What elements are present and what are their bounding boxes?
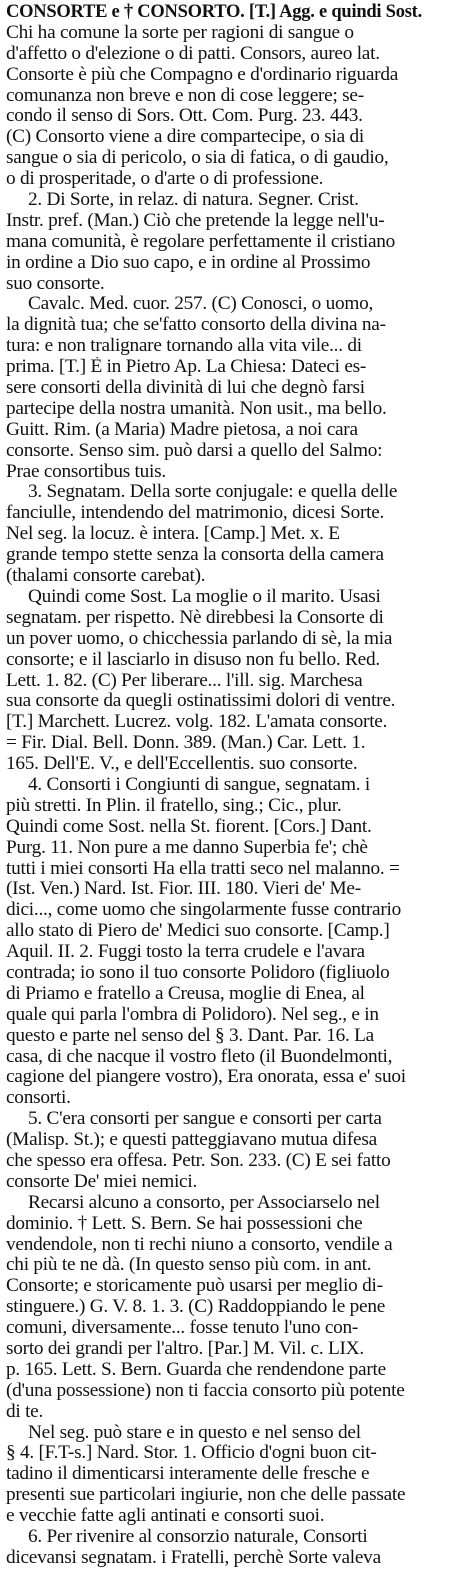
text-line: allo stato di Piero de' Medici suo consorte. [Camp.] bbox=[6, 921, 390, 942]
text-line: vendendole, non ti rechi niuno a consorto, vendile a bbox=[6, 1234, 393, 1255]
text-line: partecipe della nostra umanità. Non usit., ma bello. bbox=[6, 398, 387, 419]
text-line: più stretti. In Plin. il fratello, sing.; Cic., plur. bbox=[6, 795, 342, 816]
text-line: sangue o sia di pericolo, o sia di fatica, o di gaudio, bbox=[6, 148, 389, 169]
text-line: p. 165. Lett. S. Bern. Guarda che rendendone parte bbox=[6, 1359, 386, 1380]
section-3-start: 3. Segnatam. Della sorte conjugale: e quella delle bbox=[28, 482, 398, 503]
text-line: questo e parte nel senso del § 3. Dant. Par. 16. La bbox=[6, 1025, 374, 1046]
text-line: = Fir. Dial. Bell. Donn. 389. (Man.) Car. Lett. 1. bbox=[6, 733, 366, 754]
text-line: quale qui parla l'ombra di Polidoro). Nel seg., e in bbox=[6, 1004, 379, 1025]
text-line: tura: e non tralignare tornando alla vita vile... di bbox=[6, 336, 362, 357]
text-line: dominio. † Lett. S. Bern. Se hai possessioni che bbox=[6, 1213, 363, 1234]
text-line: Aquil. II. 2. Fuggi tosto la terra crudele e l'avara bbox=[6, 942, 365, 963]
text-line: (d'una possessione) non ti faccia consorto più potente bbox=[6, 1380, 405, 1401]
text-line: di te. bbox=[6, 1401, 44, 1422]
text-line: un pover uomo, o chicchessia parlando di sè, la mia bbox=[6, 628, 393, 649]
text-line: prima. [T.] È in Pietro Ap. La Chiesa: Dateci es- bbox=[6, 357, 367, 378]
section-4-start: 4. Consorti i Congiunti di sangue, segnatam. i bbox=[28, 774, 370, 795]
text-line: cagione del piangere vostro), Era onorata, essa e' suoi bbox=[6, 1067, 406, 1088]
section-5-start: 5. C'era consorti per sangue e consorti per carta bbox=[28, 1109, 382, 1130]
text-line: Quindi come Sost. nella St. fiorent. [Cors.] Dant. bbox=[6, 816, 372, 837]
text-line: comunanza non breve e non di cose leggere; se- bbox=[6, 85, 364, 106]
text-line: o di prosperitade, o d'arte o di professione. bbox=[6, 169, 324, 190]
text-line: Prae consortibus tuis. bbox=[6, 461, 166, 482]
text-line: e vecchie fatte agli antinati e consorti suoi. bbox=[6, 1506, 325, 1527]
text-line: consorte. Senso sim. può darsi a quello del Salmo: bbox=[6, 440, 383, 461]
text-line: tutti i miei consorti Ha ella tratti seco nel malanno. = bbox=[6, 858, 400, 879]
text-line: stinguere.) G. V. 8. 1. 3. (C) Raddoppiando le pene bbox=[6, 1297, 386, 1318]
text-line: Consorte è più che Compagno e d'ordinario riguarda bbox=[6, 64, 399, 85]
text-line: condo il senso di Sors. Ott. Com. Purg. 23. 443. bbox=[6, 106, 363, 127]
text-line: 165. Dell'E. V., e dell'Eccellentis. suo consorte. bbox=[6, 754, 358, 775]
text-line: Nel seg. la locuz. è intera. [Camp.] Met. x. E bbox=[6, 524, 340, 545]
text-line: sere consorti della divinità di lui che degnò farsi bbox=[6, 378, 365, 399]
text-line: Lett. 1. 82. (C) Per liberare... l'ill. sig. Marchesa bbox=[6, 670, 363, 691]
section-6-start: 6. Per rivenire al consorzio naturale, Consorti bbox=[28, 1527, 368, 1548]
paragraph-start: Nel seg. può stare e in questo e nel senso del bbox=[28, 1422, 361, 1443]
text-line: (thalami consorte carebat). bbox=[6, 566, 206, 587]
text-line: contrada; io sono il tuo consorte Polidoro (figliuolo bbox=[6, 962, 390, 983]
text-line: segnatam. per rispetto. Nè direbbesi la Consorte di bbox=[6, 607, 384, 628]
text-line: grande tempo stette senza la consorta della camera bbox=[6, 545, 384, 566]
text-line: la dignità tua; che se'fatto consorto della divina na- bbox=[6, 315, 386, 336]
text-line: consorti. bbox=[6, 1088, 71, 1109]
text-line: consorte De' miei nemici. bbox=[6, 1171, 198, 1192]
text-line: che spesso era offesa. Petr. Son. 233. (C) E sei fatto bbox=[6, 1150, 391, 1171]
text-line: sua consorte da quegli ostinatissimi dolori di ventre. bbox=[6, 691, 396, 712]
text-line: (Ist. Ven.) Nard. Ist. Fior. III. 180. Vieri de' Me- bbox=[6, 879, 361, 900]
text-line: Guitt. Rim. (a Maria) Madre pietosa, a noi cara bbox=[6, 419, 358, 440]
paragraph-start: Quindi come Sost. La moglie o il marito. Usasi bbox=[28, 586, 381, 607]
text-line: consorte; e il lasciarlo in disuso non fu bello. Red. bbox=[6, 649, 380, 670]
text-line: dicevansi segnatam. i Fratelli, perchè Sorte valeva bbox=[6, 1547, 381, 1568]
text-line: (Malisp. St.); e questi patteggiavano mutua difesa bbox=[6, 1130, 377, 1151]
text-line: d'affetto o d'elezione o di patti. Consors, aureo lat. bbox=[6, 43, 380, 64]
text-line: Consorte; e storicamente può usarsi per meglio di- bbox=[6, 1276, 383, 1297]
text-line: Chi ha comune la sorte per ragioni di sangue o bbox=[6, 22, 354, 43]
text-line: casa, di che nacque il vostro fleto (il Buondelmonti, bbox=[6, 1046, 393, 1067]
text-line: fanciulle, intendendo del matrimonio, dicesi Sorte. bbox=[6, 503, 385, 524]
entry-headword: CONSORTE e † CONSORTO. [T.] Agg. e quindi Sost. bbox=[6, 2, 422, 22]
text-line: [T.] Marchett. Lucrez. volg. 182. L'amata consorte. bbox=[6, 712, 388, 733]
text-line: (C) Consorto viene a dire compartecipe, o sia di bbox=[6, 127, 364, 148]
paragraph-start: Recarsi alcuno a consorto, per Associarselo nel bbox=[28, 1192, 380, 1213]
text-line: dici..., come uomo che singolarmente fusse contrario bbox=[6, 900, 401, 921]
text-line: mana comunità, è regolare perfettamente il cristiano bbox=[6, 231, 396, 252]
paragraph-start: Cavalc. Med. cuor. 257. (C) Conosci, o uomo, bbox=[28, 294, 374, 315]
text-line: chi più te ne dà. (In questo senso più com. in ant. bbox=[6, 1255, 372, 1276]
text-line: Instr. pref. (Man.) Ciò che pretende la legge nell'u- bbox=[6, 210, 385, 231]
text-line: comuni, diversamente... fosse tenuto l'uno con- bbox=[6, 1318, 359, 1339]
text-line: tadino il dimenticarsi interamente delle fresche e bbox=[6, 1464, 370, 1485]
text-line: di Priamo e fratello a Creusa, moglie di Enea, al bbox=[6, 983, 365, 1004]
text-line: sorto dei grandi per l'altro. [Par.] M. Vil. c. LIX. bbox=[6, 1339, 364, 1359]
section-2-start: 2. Di Sorte, in relaz. di natura. Segner. Crist. bbox=[28, 190, 359, 211]
text-line: § 4. [F.T-s.] Nard. Stor. 1. Officio d'ogni buon cit- bbox=[6, 1443, 377, 1464]
text-line: presenti sue particolari ingiurie, non che delle passate bbox=[6, 1485, 406, 1506]
text-line: suo consorte. bbox=[6, 273, 105, 294]
text-line: in ordine a Dio suo capo, e in ordine al Prossimo bbox=[6, 252, 371, 273]
text-line: Purg. 11. Non pure a me danno Superbia fe'; chè bbox=[6, 837, 368, 858]
